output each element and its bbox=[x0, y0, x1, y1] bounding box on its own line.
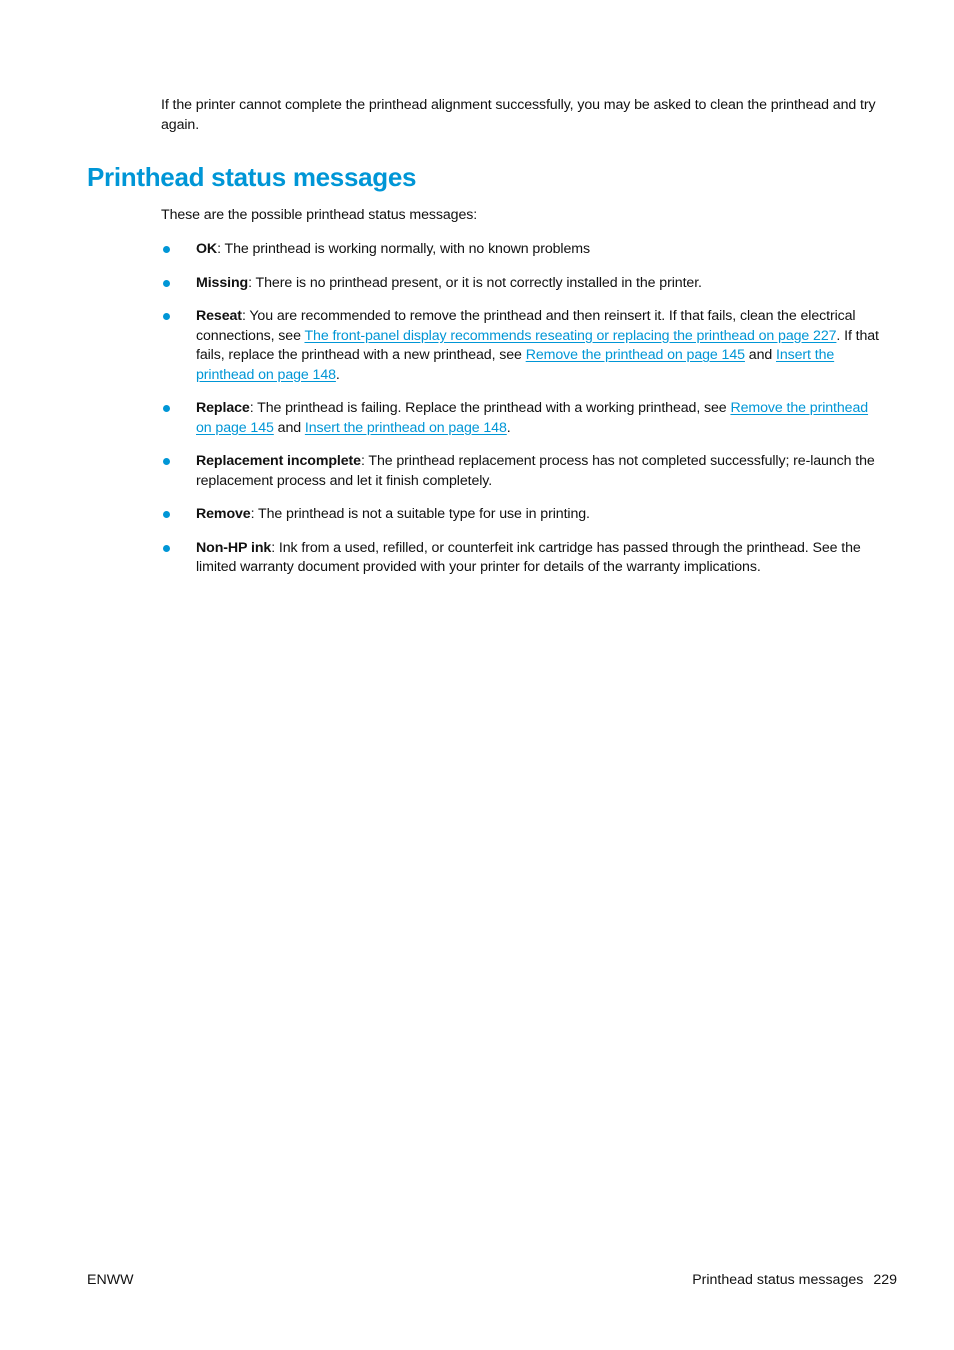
description-reseat-part2: . If that fails, replace the printhead with a new printhead, see bbox=[196, 327, 879, 363]
term-non-hp-ink: Non-HP ink bbox=[196, 539, 272, 556]
link-remove-printhead[interactable]: Remove the printhead on page 145 bbox=[525, 347, 745, 363]
term-missing: Missing bbox=[196, 274, 249, 291]
description-non-hp-ink: : Ink from a used, refilled, or counterfeit ink cartridge has passed through the printhead. See the limited warranty document provided with your printer for details of the warranty implications. bbox=[196, 539, 861, 575]
bullet-icon bbox=[163, 313, 170, 320]
bullet-icon bbox=[163, 511, 170, 518]
link-remove-printhead[interactable]: Remove the printhead on page 145 bbox=[196, 400, 869, 436]
section-heading: Printhead status messages bbox=[87, 162, 417, 192]
link-insert-printhead[interactable]: Insert the printhead on page 148 bbox=[304, 419, 507, 436]
description-reseat-part1: : You are recommended to remove the printhead and then reinsert it. If that fails, clean the electrical connections, see bbox=[196, 308, 856, 344]
term-reseat: Reseat bbox=[196, 308, 242, 324]
description-remove: : The printhead is not a suitable type for use in printing. bbox=[250, 506, 590, 522]
description-replace-part1: : The printhead is failing. Replace the printhead with a working printhead, see bbox=[249, 400, 731, 416]
description-replacement-incomplete: : The printhead replacement process has not completed successfully; re-launch the replacement process and let it finish completely. bbox=[196, 453, 875, 489]
term-replace: Replace bbox=[196, 400, 250, 416]
list-item-reseat bbox=[161, 307, 886, 385]
footer-section-title: Printhead status messages bbox=[692, 1272, 864, 1288]
description-missing: : There is no printhead present, or it is not correctly installed in the printer. bbox=[248, 274, 702, 291]
description-ok: : The printhead is working normally, with no known problems bbox=[217, 241, 590, 257]
description-reseat-part3: and bbox=[744, 347, 776, 363]
intro-paragraph: If the printer cannot complete the printhead alignment successfully, you may be asked to clean the printhead and try again. bbox=[161, 97, 876, 133]
term-ok: OK bbox=[196, 241, 218, 257]
link-front-panel-reseating[interactable]: The front-panel display recommends reseating or replacing the printhead on page 227 bbox=[304, 327, 837, 344]
list-item-replace bbox=[161, 399, 886, 438]
bullet-icon bbox=[163, 545, 170, 552]
footer-section bbox=[692, 1271, 897, 1290]
list-item-remove bbox=[161, 505, 886, 525]
link-insert-printhead[interactable]: Insert the printhead on page 148 bbox=[196, 347, 835, 383]
list-item-replacement-incomplete bbox=[161, 452, 886, 491]
list-item-non-hp-ink bbox=[161, 539, 886, 578]
page-number: 229 bbox=[873, 1272, 897, 1288]
bullet-icon bbox=[163, 405, 170, 412]
list-item-ok bbox=[161, 240, 886, 260]
term-replacement-incomplete: Replacement incomplete bbox=[196, 453, 361, 469]
description-replace-part2: and bbox=[273, 419, 305, 436]
status-message-list bbox=[161, 240, 886, 592]
bullet-icon bbox=[163, 246, 170, 253]
term-remove: Remove bbox=[196, 506, 251, 522]
bullet-icon bbox=[163, 458, 170, 465]
list-item-missing bbox=[161, 274, 886, 294]
footer-enww: ENWW bbox=[87, 1272, 134, 1288]
bullet-icon bbox=[163, 280, 170, 287]
description-replace-part3: . bbox=[506, 419, 511, 436]
lead-paragraph: These are the possible printhead status messages: bbox=[161, 207, 478, 223]
description-reseat-part4: . bbox=[335, 366, 340, 383]
